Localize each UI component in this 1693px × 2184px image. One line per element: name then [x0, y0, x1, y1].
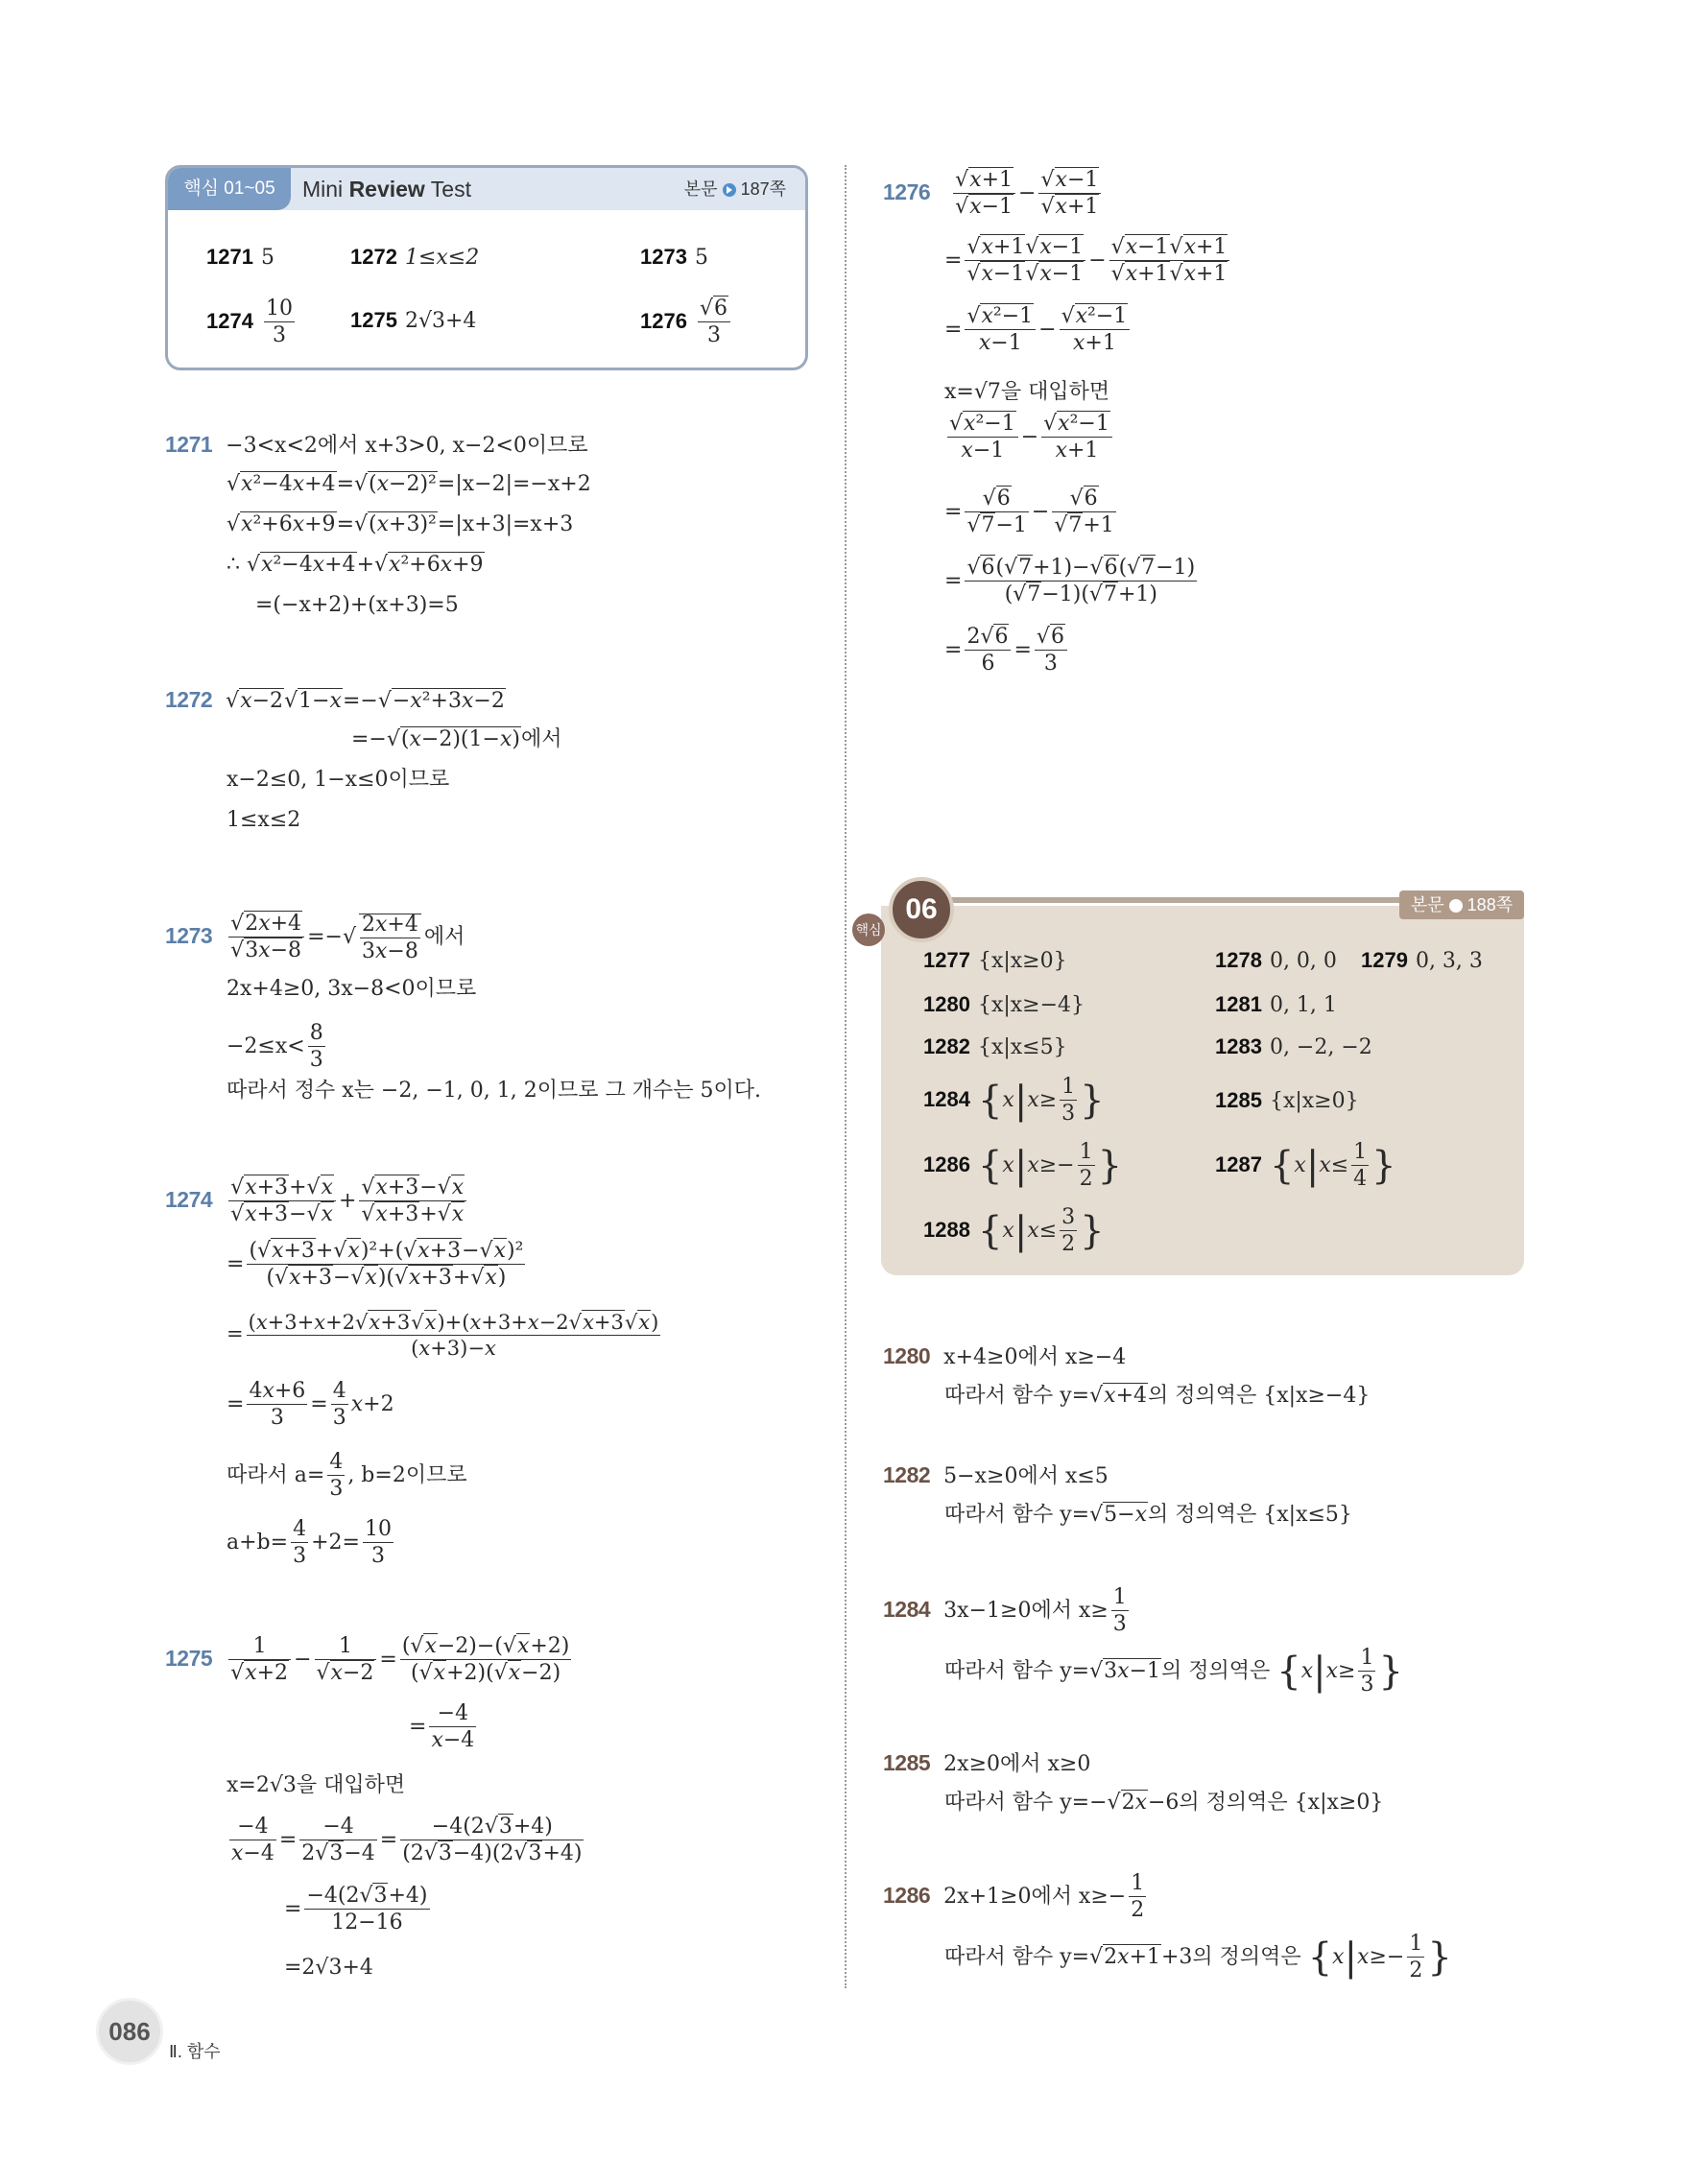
core-answer: 1281 0, 1, 1 — [1215, 992, 1337, 1017]
review-answer: 1275 2√3+4 — [350, 308, 477, 333]
solution-line: x=2√3을 대입하면 — [227, 1773, 406, 1797]
solution-line: 따라서 a= $\frac{4}{3}$ , b=2이므로 — [227, 1450, 467, 1501]
solution-line: = $\frac{4x+6}{3}$ = $\frac{4}{3}$ x+2 — [227, 1379, 394, 1430]
solution-line: 따라서 함수 y=√ 5−x의 정의역은 {x|x≤5} — [944, 1501, 1352, 1530]
core-page-ref: 본문 188쪽 — [1399, 890, 1524, 919]
problem-1275: 1275 1 √ x+2 − 1 √ x−2 = $\frac{(√ x-2)-(√ x+2)}{(√ x+2)(√ x-2)}$ — [165, 1631, 574, 1685]
problem-1273: 1273 √ 2x+4 √ 3x−8 =− √ $\frac{2x+4}{3x-8}$ 에서 — [165, 912, 465, 960]
page-ref: 187쪽 — [740, 179, 786, 199]
mini-review-box — [165, 165, 808, 370]
solution-line: 따라서 함수 y=−√ 2x−6의 정의역은 {x|x≥0} — [944, 1789, 1383, 1817]
problem-number: 1271 — [165, 432, 213, 457]
problem-1274: 1274 √ x+3+√ x √ x+3−√ x + √ x+3−√ x √ x+3+√ x — [165, 1173, 469, 1226]
solution-line: =−√ (x−2)(1−x)에서 — [351, 725, 561, 754]
problem-1280: 1280 x+4≥0에서 x≥−4 — [883, 1343, 1127, 1369]
solution-line: = √ $\frac{6(√ 7+1)-√ 6(√ 7-1)}{(√ 7-1)(√ 7+1)}$ — [944, 555, 1200, 608]
solution-line: 2x+4≥0, 3x−8<0이므로 — [227, 977, 477, 1001]
core-answer: 1284 {x|x≥ $\frac{1}{3}$ } — [923, 1075, 1105, 1126]
solution-line: −2≤x< $\frac{8}{3}$ — [227, 1021, 323, 1072]
core-answer: 1282 {x|x≤5} — [923, 1034, 1067, 1059]
core-number: 06 — [889, 877, 954, 942]
core-answer: 1285 {x|x≥0} — [1215, 1088, 1359, 1113]
page-label: 본문 — [683, 179, 718, 199]
problem-number: 1275 — [165, 1646, 213, 1671]
core-answer: 1280 {x|x≥−4} — [923, 992, 1085, 1017]
review-answer: 1271 5 — [206, 245, 274, 270]
problem-number: 1274 — [165, 1187, 213, 1212]
solution-line: = √ x+1√ x−1 √ x−1√ x−1 − √ x−1√ x+1 √ x+1√ x+1 — [944, 234, 1232, 288]
problem-number: 1272 — [165, 687, 213, 712]
solution-line: = $\frac{(x+3+x+2√ x+3√ x)+(x+3+x-2√ x+3√ x)}{(x+3)-x}$ — [227, 1307, 663, 1361]
solution-line: 따라서 함수 y=√ 3x−1의 정의역은 {x|x≥ $\frac{1}{3}$ } — [944, 1645, 1403, 1698]
core-answer: 1286 {x|x≥− $\frac{1}{2}$ } — [923, 1140, 1123, 1191]
solution-line: = $\frac{-4}{x-4}$ — [409, 1701, 475, 1752]
core-answer: 1283 0, −2, −2 — [1215, 1034, 1372, 1059]
solution-line: a+b= $\frac{4}{3}$ +2= $\frac{10}{3}$ — [227, 1517, 392, 1568]
solution-line: = √ 6 √ 7−1 − √ 6 √ 7+1 — [944, 486, 1119, 539]
review-answer: 1276 √ $\frac{6}{3}$ — [640, 298, 733, 346]
section-label: Ⅱ. 함수 — [169, 2042, 221, 2061]
solution-line: 따라서 정수 x는 −2, −1, 0, 1, 2이므로 그 개수는 5이다. — [227, 1079, 761, 1103]
problem-number: 1276 — [883, 179, 931, 204]
solution-line: = $\frac{2√ 6}{6}$ = √ $\frac{6}{3}$ — [944, 624, 1070, 677]
solution-line: $\frac{-4}{x-4}$ = $\frac{-4}{2√ 3-4}$ = $\frac{-4(2√ 3+4)}{(2√ 3-4)(2√ 3+4)}$ — [227, 1814, 586, 1867]
review-answer: 1272 1≤x≤2 — [350, 245, 480, 270]
review-header — [168, 168, 805, 210]
page-number-badge: 086 — [96, 1998, 163, 2065]
core-answer: 1277 {x|x≥0} — [923, 948, 1067, 973]
solution-line: = √ $\frac{\text{x²−1}}{x-1}$ − √ $\frac{\text{x²−1}}{x+1}$ — [944, 303, 1133, 357]
solution-line: √ $\frac{\text{x²−1}}{x-1}$ − √ $\frac{\text{x²−1}}{x+1}$ — [944, 411, 1115, 464]
core-tag: 핵심 — [852, 914, 885, 946]
problem-1284: 1284 3x−1≥0에서 x≥ $\frac{1}{3}$ — [883, 1585, 1127, 1636]
problem-1282: 1282 5−x≥0에서 x≤5 — [883, 1462, 1109, 1488]
review-page-ref — [684, 168, 786, 210]
review-tag: 핵심 01~05 — [168, 168, 291, 210]
problem-1286: 1286 2x+1≥0에서 x≥− $\frac{1}{2}$ — [883, 1871, 1145, 1922]
problem-1272: 1272 √ x−2√ 1−x=−√ −x²+3x−2 — [165, 685, 506, 716]
core-answer: 1279 0, 3, 3 — [1361, 948, 1483, 973]
review-title-suffix: Test — [424, 177, 471, 202]
core-answer: 1288 {x|x≤ $\frac{3}{2}$ } — [923, 1205, 1105, 1256]
solution-line: x=√7을 대입하면 — [944, 380, 1110, 404]
arrow-circle-icon — [723, 183, 736, 197]
review-answer: 1274 $\frac{10}{3}$ — [206, 297, 293, 347]
problem-condition: −3<x<2에서 x+3>0, x−2<0이므로 — [226, 434, 588, 458]
review-title-prefix: Mini — [302, 177, 349, 202]
solution-line: 1≤x≤2 — [227, 808, 301, 832]
solution-line: ∴ √ x²−4x+4+√ x²+6x+9 — [227, 551, 485, 580]
core-answer: 1287 {x|x≤ $\frac{1}{4}$ } — [1215, 1140, 1396, 1191]
arrow-circle-icon — [1449, 899, 1463, 913]
solution-line: x−2≤0, 1−x≤0이므로 — [227, 768, 450, 792]
solution-line: = $\frac{-4(2√ 3+4)}{12-16}$ — [284, 1883, 433, 1936]
solution-line: √ x²+6x+9=√ (x+3)²=|x+3|=x+3 — [227, 510, 573, 539]
problem-1271 — [165, 430, 588, 461]
solution-line: = $\frac{\text{(√ x+3+√ x)²+(√ x+3−√ x)²}}{(√ x+3-√ x)(√ x+3+√ x)}$ — [227, 1238, 528, 1292]
review-title — [302, 168, 471, 210]
solution-line: =(−x+2)+(x+3)=5 — [255, 593, 459, 617]
solution-line: 따라서 함수 y=√ 2x+1+3의 정의역은 {x|x≥− $\frac{1}{2}$ } — [944, 1931, 1452, 1984]
review-answer: 1273 5 — [640, 245, 708, 270]
problem-1285: 1285 2x≥0에서 x≥0 — [883, 1750, 1091, 1776]
problem-number: 1273 — [165, 923, 213, 948]
solution-line: 따라서 함수 y=√ x+4의 정의역은 {x|x≥−4} — [944, 1382, 1370, 1411]
column-divider — [845, 165, 846, 1988]
solution-line: √ x²−4x+4=√ (x−2)²=|x−2|=−x+2 — [227, 470, 591, 499]
problem-1276: 1276 √ x+1 √ x−1 − √ x−1 √ x+1 — [883, 165, 1104, 219]
solution-line: =2√3+4 — [284, 1956, 373, 1980]
review-title-bold: Review — [348, 177, 425, 202]
core-answer: 1278 0, 0, 0 — [1215, 948, 1337, 973]
